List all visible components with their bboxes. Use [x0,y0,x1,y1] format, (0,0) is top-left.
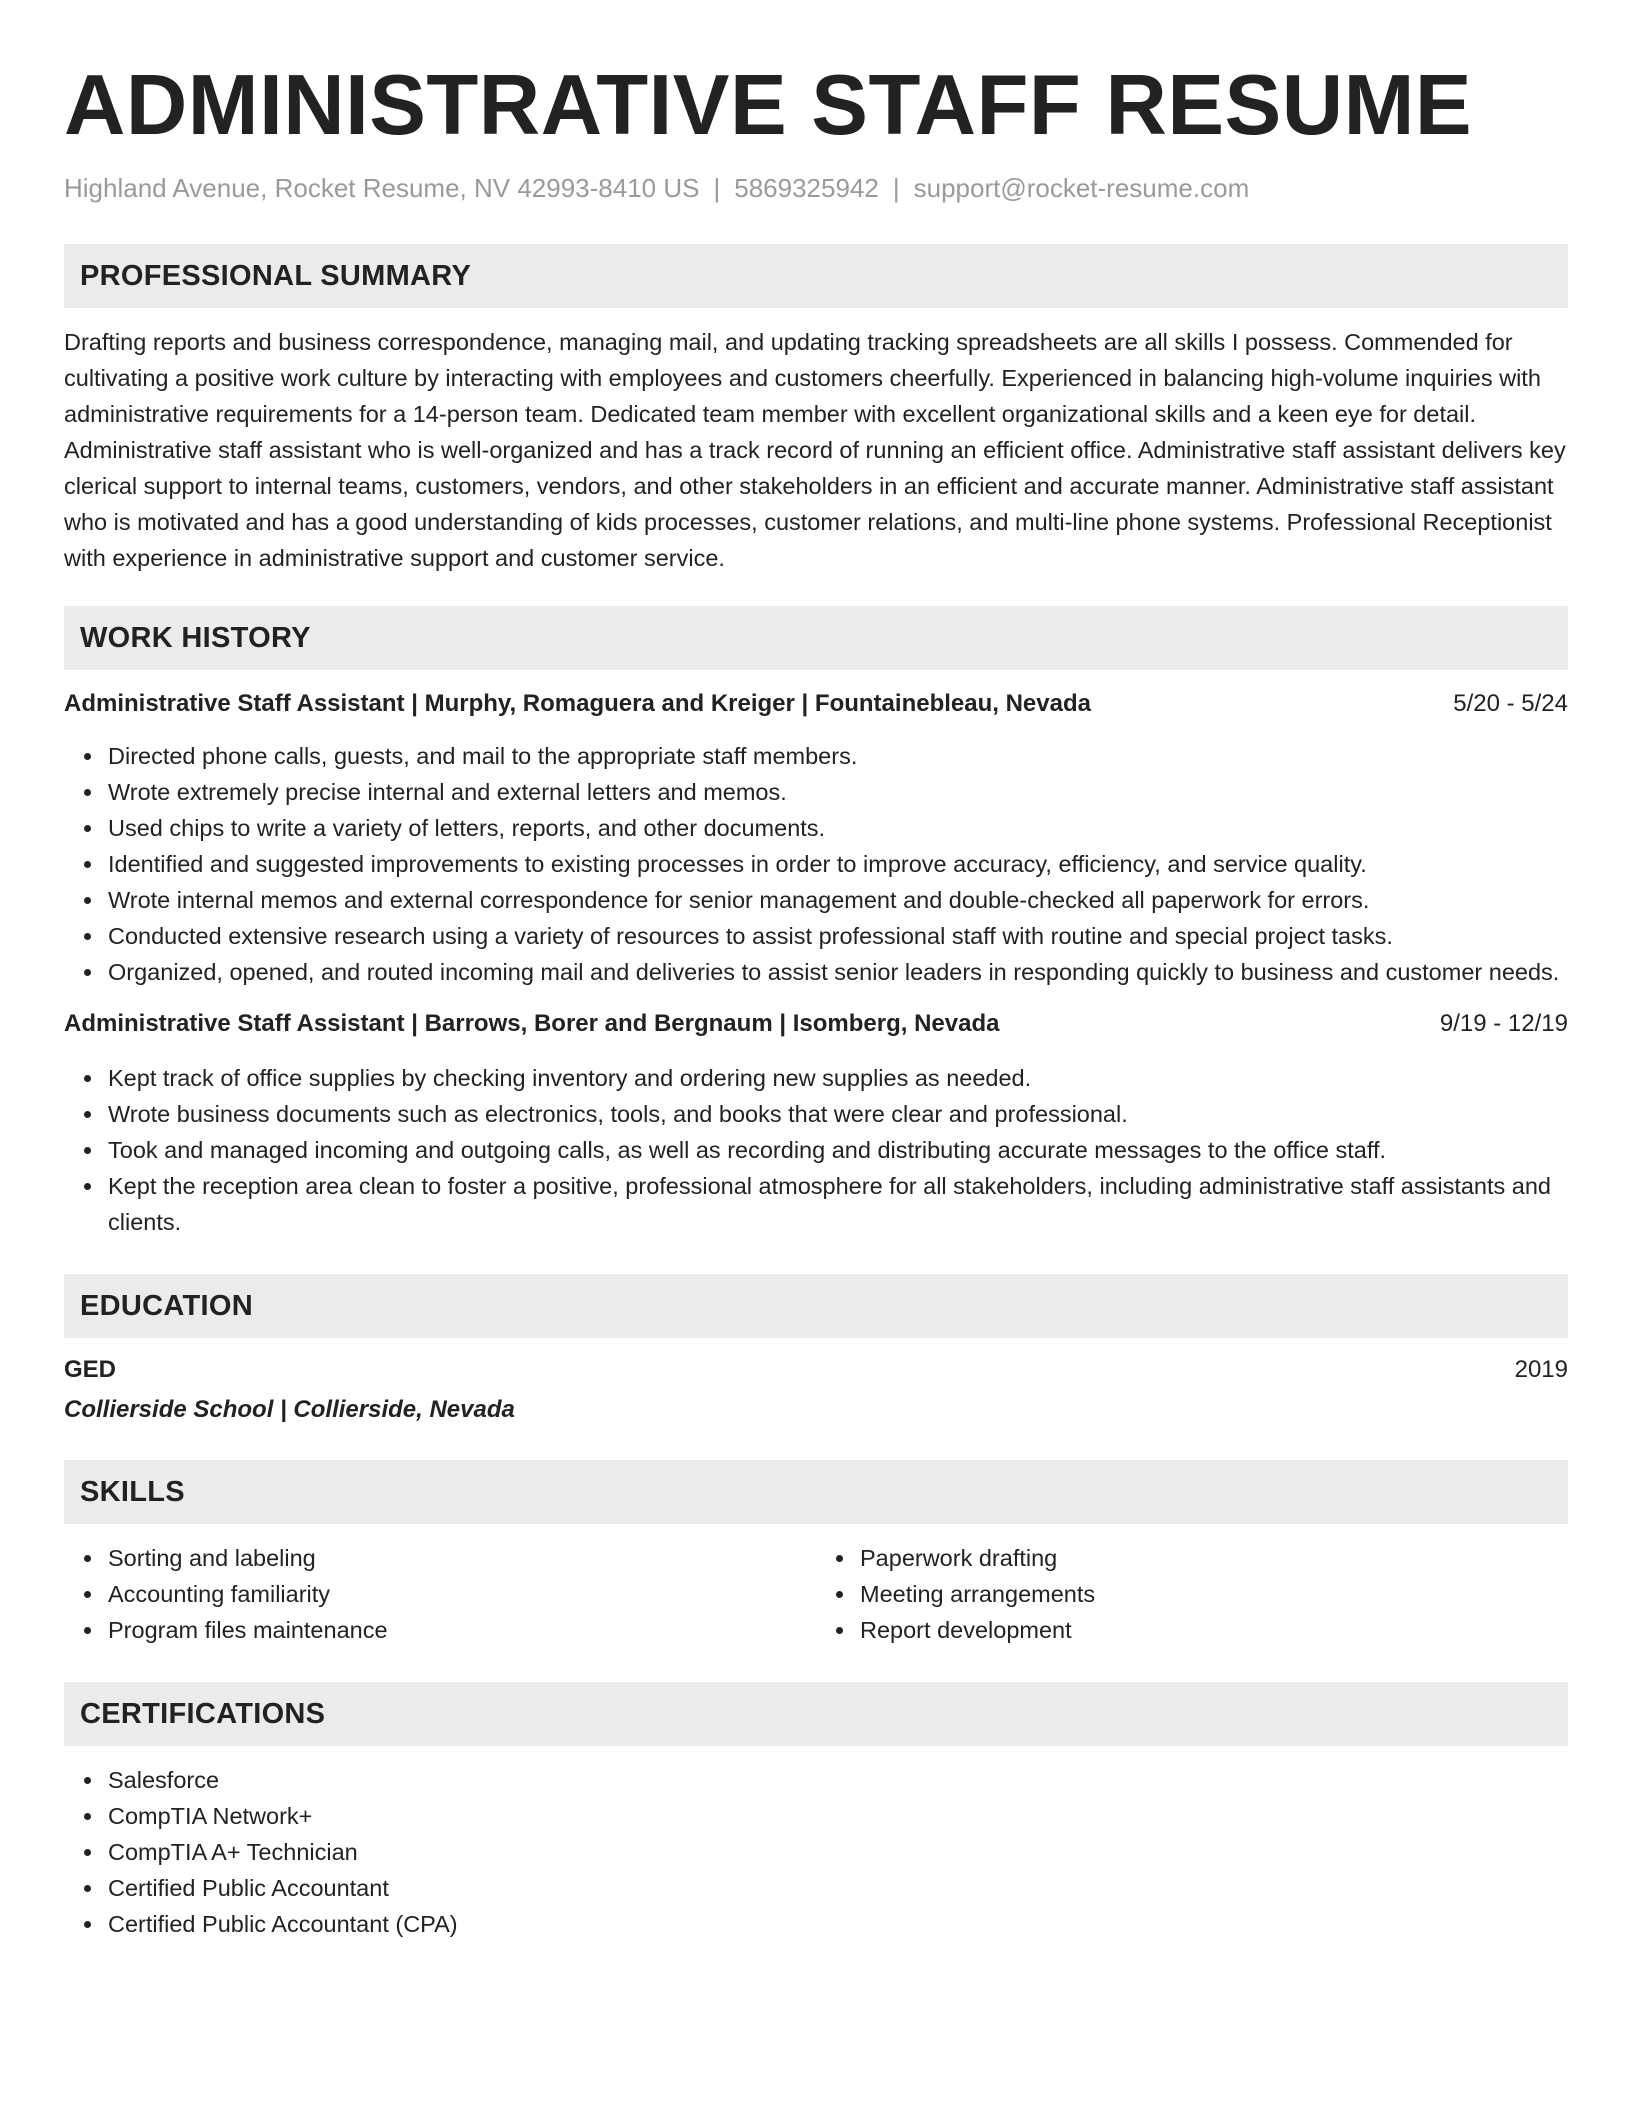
list-item: Salesforce [108,1762,1568,1798]
job-dates: 9/19 - 12/19 [1439,1010,1568,1037]
education-entry [64,1352,1568,1428]
list-item: Identified and suggested improvements to existing processes in order to improve accuracy, efficiency, and service quality. [108,846,1568,882]
list-item: Certified Public Accountant (CPA) [108,1906,1568,1942]
list-item: Wrote internal memos and external correspondence for senior management and double-checked all paperwork for errors. [108,882,1568,918]
job-header [64,1006,1568,1042]
list-item: Used chips to write a variety of letters, reports, and other documents. [108,810,1568,846]
list-item: Wrote business documents such as electronics, tools, and books that were clear and professional. [108,1096,1568,1132]
list-item: Report development [860,1612,1568,1648]
job-title: Administrative Staff Assistant | Murphy, Romaguera and Kreiger | Fountainebleau, Nevada [64,690,1091,717]
resume-title: ADMINISTRATIVE STAFF RESUME [64,58,1473,153]
list-item: CompTIA Network+ [108,1798,1568,1834]
job-bullets [64,738,1568,990]
list-item: Took and managed incoming and outgoing calls, as well as recording and distributing accurate messages to the office staff. [108,1132,1568,1168]
skills-list [64,1540,1568,1648]
list-item: Sorting and labeling [108,1540,816,1576]
skills-column-right [816,1540,1568,1648]
contact-address: Highland Avenue, Rocket Resume, NV 42993-8410 US [64,173,700,203]
job-header [64,686,1568,722]
job-dates: 5/20 - 5/24 [1453,690,1568,717]
contact-line [64,170,1568,206]
contact-phone: 5869325942 [734,173,879,203]
job-bullets [64,1060,1568,1240]
job-title: Administrative Staff Assistant | Barrows, Borer and Bergnaum | Isomberg, Nevada [64,1010,1000,1037]
list-item: Program files maintenance [108,1612,816,1648]
list-item: Kept track of office supplies by checking inventory and ordering new supplies as needed. [108,1060,1568,1096]
section-heading-skills: SKILLS [64,1460,1568,1524]
list-item: Paperwork drafting [860,1540,1568,1576]
job-entry [64,1006,1568,1240]
section-heading-work-history: WORK HISTORY [64,606,1568,670]
summary-paragraph: Drafting reports and business correspondence, managing mail, and updating tracking spreadsheets are all skills I possess. Commended for cultivating a positive work culture by interacting with employees and customers cheerfully. Experienced in balancing high-volume inquiries with administrative requirements for a 14-person team. Dedicated team member with excellent organizational skills and a keen eye for detail. Administrative staff assistant who is well-organized and has a track record of running an efficient office. Administrative staff assistant delivers key clerical support to internal teams, customers, vendors, and other stakeholders in an efficient and accurate manner. Administrative staff assistant who is motivated and has a good understanding of kids processes, customer relations, and multi-line phone systems. Professional Receptionist with experience in administrative support and customer service. [64,329,1566,571]
skills-column-left [64,1540,816,1648]
job-entry [64,686,1568,990]
education-degree: GED [64,1356,117,1383]
list-item: Accounting familiarity [108,1576,816,1612]
certifications-list [64,1762,1568,1942]
contact-email: support@rocket-resume.com [913,173,1250,203]
section-heading-education: EDUCATION [64,1274,1568,1338]
education-year: 2019 [1514,1356,1568,1383]
contact-separator: | [713,173,721,203]
list-item: Directed phone calls, guests, and mail to the appropriate staff members. [108,738,1568,774]
education-school: Collierside School | Collierside, Nevada [64,1396,515,1423]
education-header [64,1352,1568,1388]
section-heading-certifications: CERTIFICATIONS [64,1682,1568,1746]
contact-separator: | [892,173,900,203]
list-item: Conducted extensive research using a variety of resources to assist professional staff with routine and special project tasks. [108,918,1568,954]
list-item: Meeting arrangements [860,1576,1568,1612]
section-heading-summary: PROFESSIONAL SUMMARY [64,244,1568,308]
list-item: Organized, opened, and routed incoming mail and deliveries to assist senior leaders in responding quickly to business and customer needs. [108,954,1568,990]
list-item: Wrote extremely precise internal and external letters and memos. [108,774,1568,810]
list-item: Kept the reception area clean to foster a positive, professional atmosphere for all stakeholders, including administrative staff assistants and clients. [108,1168,1568,1240]
list-item: CompTIA A+ Technician [108,1834,1568,1870]
list-item: Certified Public Accountant [108,1870,1568,1906]
